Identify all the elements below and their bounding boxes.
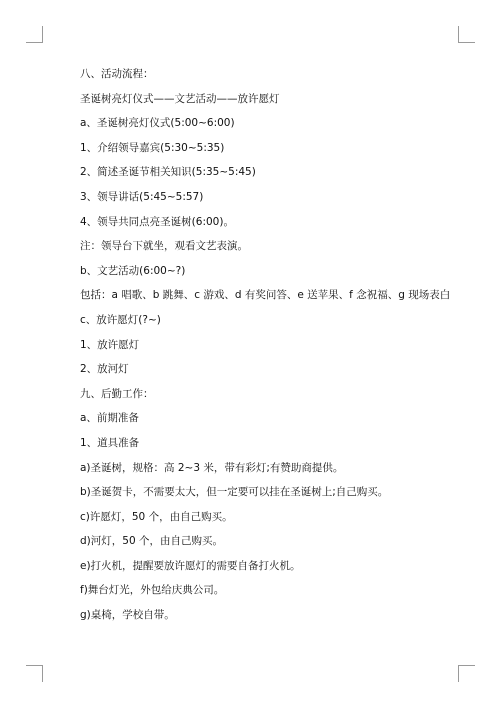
list-item: f)舞台灯光，外包给庆典公司。 (80, 584, 225, 597)
list-item: 3、领导讲话(5:45~5:57) (80, 190, 204, 203)
list-item: 4、领导共同点亮圣诞树(6:00)。 (80, 215, 234, 228)
list-item: 2、简述圣诞节相关知识(5:35~5:45) (80, 166, 256, 179)
subsection-tree-lighting: a、圣诞树亮灯仪式(5:00~6:00) (80, 117, 235, 130)
list-item: 1、介绍领导嘉宾(5:30~5:35) (80, 141, 225, 154)
list-item: 1、放许愿灯 (80, 338, 140, 351)
activity-flow-summary: 圣诞树亮灯仪式——文艺活动——放许愿灯 (80, 92, 280, 105)
crop-mark-top-left (26, 26, 43, 43)
list-item: g)桌椅，学校自带。 (80, 609, 175, 622)
list-item: d)河灯，50 个，由自己购买。 (80, 535, 223, 548)
list-item: b)圣诞贺卡，不需要太大，但一定要可以挂在圣诞树上;自己购买。 (80, 486, 389, 499)
section-heading-logistics: 九、后勤工作： (80, 387, 154, 400)
subsection-wish-lanterns: c、放许愿灯(?~) (80, 313, 161, 326)
crop-mark-top-right (458, 26, 475, 43)
list-item: 1、道具准备 (80, 436, 140, 449)
document-body (80, 68, 451, 634)
subsection-preparation: a、前期准备 (80, 412, 139, 425)
performance-list: 包括：a 唱歌、b 跳舞、c 游戏、d 有奖问答、e 送苹果、f 念祝福、g 现场表白 (80, 289, 451, 302)
section-heading-activity-flow: 八、活动流程： (80, 68, 154, 80)
list-item: 2、放河灯 (80, 363, 129, 376)
list-item: a)圣诞树，规格：高 2~3 米，带有彩灯;有赞助商提供。 (80, 461, 344, 474)
list-item: c)许愿灯，50 个，由自己购买。 (80, 510, 233, 523)
crop-mark-bottom-right (458, 665, 475, 682)
note-text: 注：领导台下就坐，观看文艺表演。 (80, 240, 248, 253)
crop-mark-bottom-left (26, 665, 43, 682)
subsection-performances: b、文艺活动(6:00~?) (80, 264, 186, 277)
list-item: e)打火机，提醒要放许愿灯的需要自备打火机。 (80, 559, 301, 572)
